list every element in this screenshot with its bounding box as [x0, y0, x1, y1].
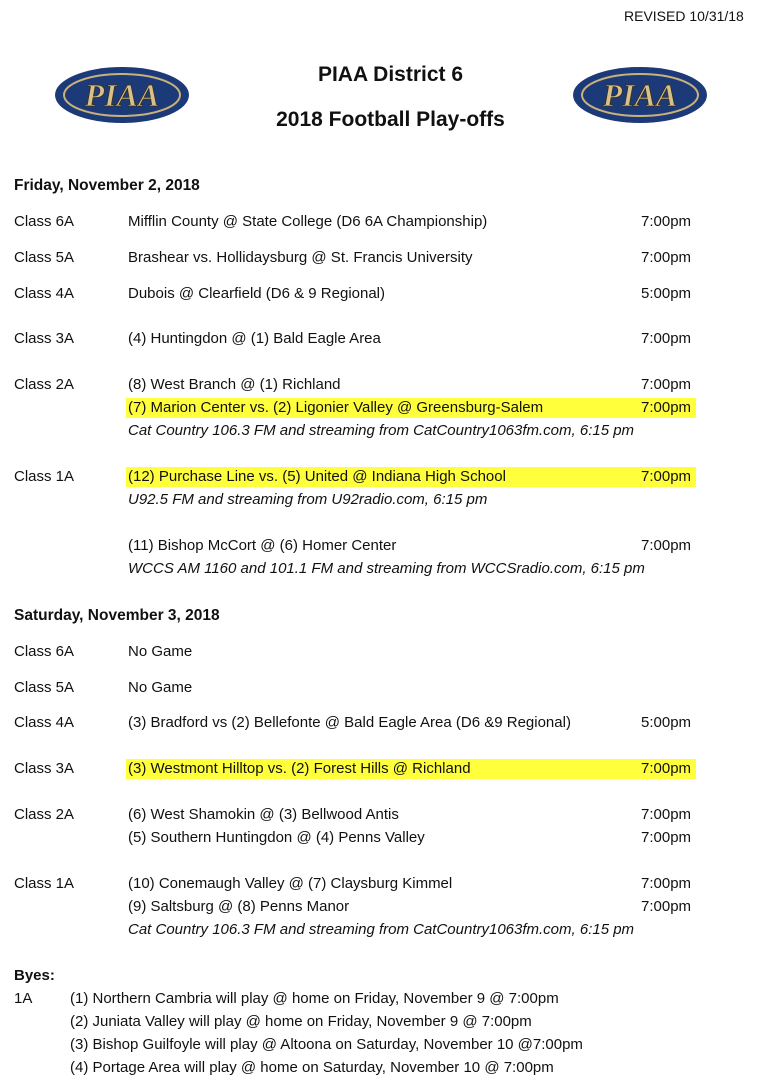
class-label: Class 4A: [14, 714, 75, 731]
bye-item: (3) Bishop Guilfoyle will play @ Altoona on Saturday, November 10 @7:00pm: [70, 1036, 583, 1053]
game-time: 7:00pm: [641, 898, 692, 915]
svg-text:PIAA: PIAA: [84, 77, 160, 113]
game-text: No Game: [128, 679, 193, 696]
game-time: 5:00pm: [641, 714, 692, 731]
game-text: (6) West Shamokin @ (3) Bellwood Antis: [128, 806, 399, 823]
radio-note: Cat Country 106.3 FM and streaming from CatCountry1063fm.com, 6:15 pm: [128, 422, 635, 439]
game-time: 7:00pm: [641, 399, 692, 416]
game-text: (10) Conemaugh Valley @ (7) Claysburg Kimmel: [128, 875, 453, 892]
game-time: 7:00pm: [641, 468, 692, 485]
game-text: (3) Westmont Hilltop vs. (2) Forest Hills @ Richland: [128, 760, 471, 777]
radio-note: Cat Country 106.3 FM and streaming from CatCountry1063fm.com, 6:15 pm: [128, 921, 635, 938]
class-label: Class 5A: [14, 679, 75, 696]
game-text: Dubois @ Clearfield (D6 & 9 Regional): [128, 285, 386, 302]
byes-header: Byes:: [14, 967, 55, 984]
class-label: Class 5A: [14, 249, 75, 266]
game-text: Mifflin County @ State College (D6 6A Championship): [128, 213, 488, 230]
bye-item: (2) Juniata Valley will play @ home on Friday, November 9 @ 7:00pm: [70, 1013, 532, 1030]
game-time: 7:00pm: [641, 875, 692, 892]
game-text: (5) Southern Huntingdon @ (4) Penns Valley: [128, 829, 425, 846]
game-text: (7) Marion Center vs. (2) Ligonier Valley @ Greensburg-Salem: [128, 399, 544, 416]
game-time: 7:00pm: [641, 213, 692, 230]
game-text: (11) Bishop McCort @ (6) Homer Center: [128, 537, 397, 554]
game-time: 7:00pm: [641, 537, 692, 554]
radio-note: U92.5 FM and streaming from U92radio.com, 6:15 pm: [128, 491, 488, 508]
game-text: (12) Purchase Line vs. (5) United @ Indiana High School: [128, 468, 506, 485]
class-label: Class 1A: [14, 468, 75, 485]
bye-item: (1) Northern Cambria will play @ home on Friday, November 9 @ 7:00pm: [70, 990, 559, 1007]
game-time: 5:00pm: [641, 285, 692, 302]
game-time: 7:00pm: [641, 760, 692, 777]
class-label: Class 2A: [14, 376, 75, 393]
game-time: 7:00pm: [641, 330, 692, 347]
byes-class-label: 1A: [14, 990, 33, 1007]
revised-date: REVISED 10/31/18: [624, 8, 744, 24]
game-time: 7:00pm: [641, 829, 692, 846]
class-label: Class 1A: [14, 875, 75, 892]
class-label: Class 6A: [14, 643, 75, 660]
game-text: Brashear vs. Hollidaysburg @ St. Francis University: [128, 249, 473, 266]
game-time: 7:00pm: [641, 806, 692, 823]
saturday-header: Saturday, November 3, 2018: [14, 607, 220, 624]
title-line-2: 2018 Football Play-offs: [276, 108, 505, 131]
class-label: Class 6A: [14, 213, 75, 230]
game-time: 7:00pm: [641, 376, 692, 393]
class-label: Class 3A: [14, 760, 75, 777]
game-text: No Game: [128, 643, 193, 660]
game-time: 7:00pm: [641, 249, 692, 266]
game-text: (8) West Branch @ (1) Richland: [128, 376, 341, 393]
game-text: (9) Saltsburg @ (8) Penns Manor: [128, 898, 350, 915]
friday-header: Friday, November 2, 2018: [14, 177, 200, 194]
svg-text:PIAA: PIAA: [602, 77, 678, 113]
bye-item: (4) Portage Area will play @ home on Saturday, November 10 @ 7:00pm: [70, 1059, 554, 1076]
class-label: Class 3A: [14, 330, 75, 347]
class-label: Class 4A: [14, 285, 75, 302]
game-text: (3) Bradford vs (2) Bellefonte @ Bald Eagle Area (D6 &9 Regional): [128, 714, 571, 731]
radio-note: WCCS AM 1160 and 101.1 FM and streaming from WCCSradio.com, 6:15 pm: [128, 560, 645, 577]
title-line-1: PIAA District 6: [317, 63, 464, 86]
class-label: Class 2A: [14, 806, 75, 823]
game-text: (4) Huntingdon @ (1) Bald Eagle Area: [128, 330, 381, 347]
